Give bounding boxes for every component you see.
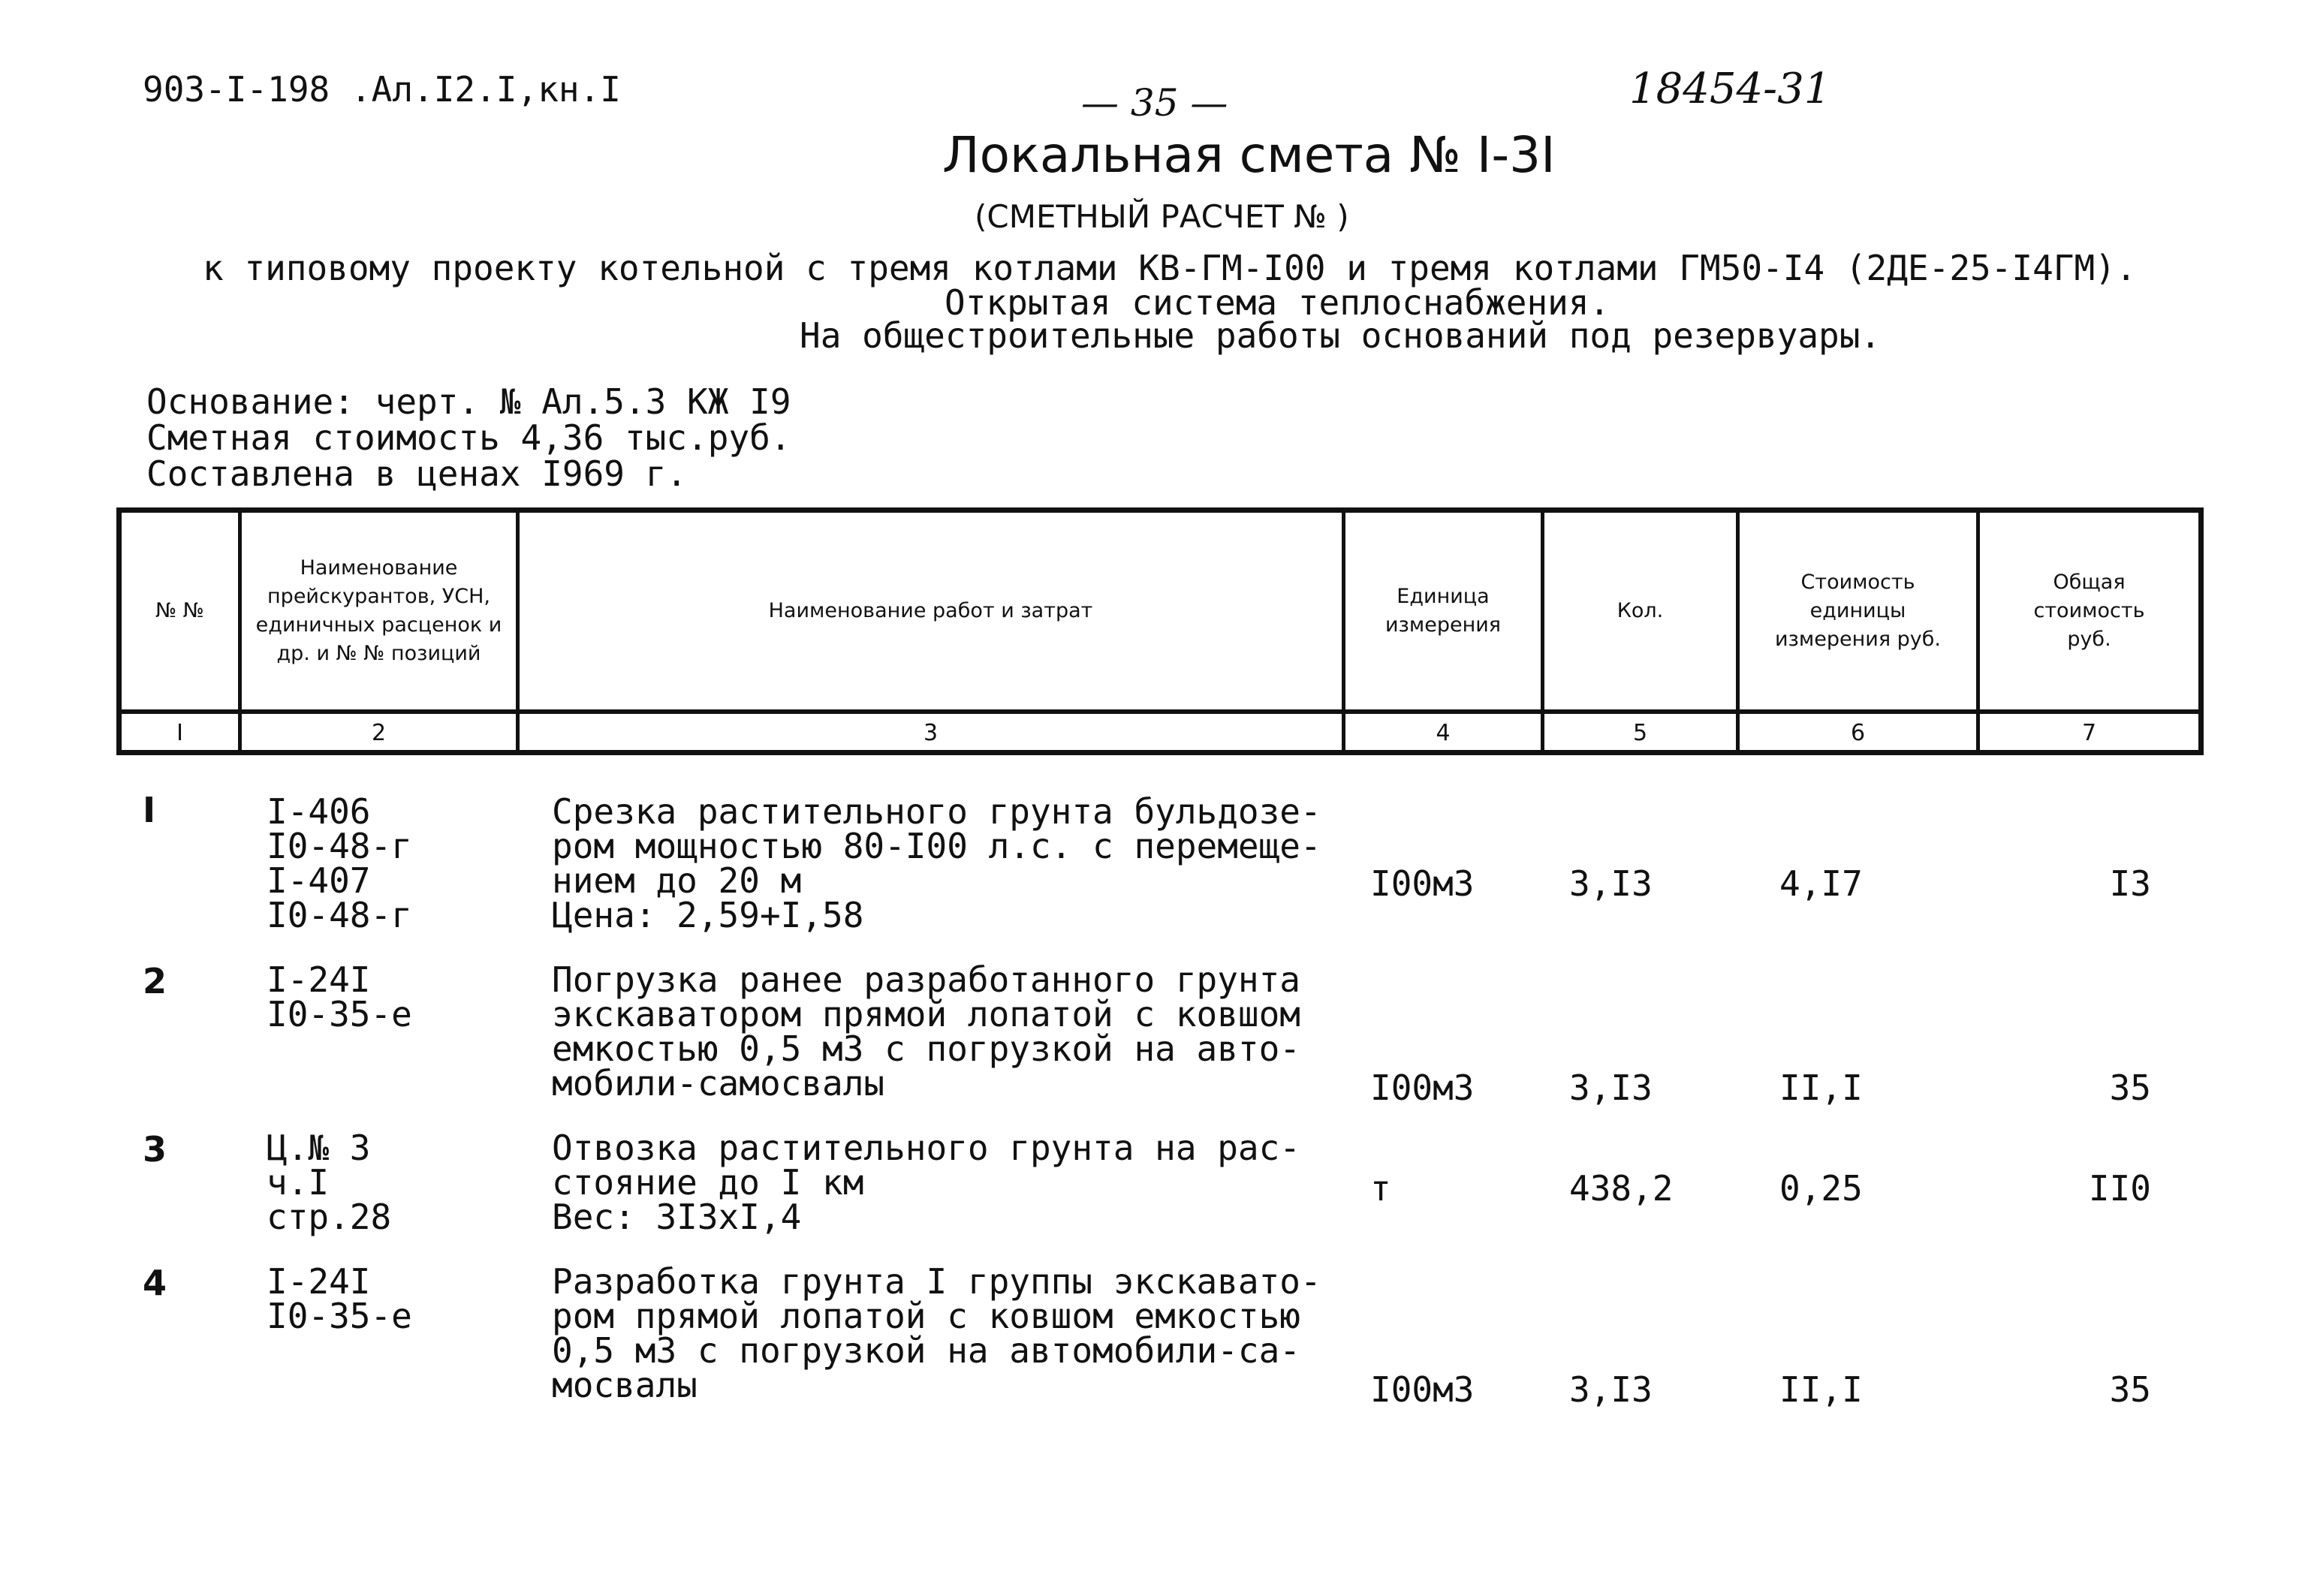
row-unit: I00м3 [1370,1068,1475,1108]
row-number: 3 [143,1129,167,1170]
row-description: Разработка грунта I группы экскавато- ром прямой лопатой с ковшом емкостью 0,5 м3 с погрузкой на автомобили-са- мосвалы [552,1261,1321,1405]
page-title: Локальная смета № I-3I [942,126,1556,184]
basis-prices: Составлена в ценах I969 г. [146,453,688,494]
row-description: Погрузка ранее разработанного грунта экскаватором прямой лопатой с ковшом емкостью 0,5 м3 с погрузкой на авто- мобили-самосвалы [552,959,1300,1104]
row-total: 35 [2109,1068,2151,1108]
col-number: 6 [1850,719,1866,746]
row-unit-cost: II,I [1779,1068,1863,1108]
calc-subtitle: (СМЕТНЫЙ РАСЧЕТ № ) [975,198,1349,235]
basis-drawing: Основание: черт. № Ал.5.3 КЖ I9 [146,381,791,422]
col-header-num: № № [155,599,204,622]
col-number: I [176,719,183,746]
row-unit: I00м3 [1370,1369,1475,1410]
row-unit: I00м3 [1370,863,1475,904]
row-quantity: 438,2 [1569,1168,1674,1209]
row-unit-cost: II,I [1779,1369,1863,1410]
basis-cost: Сметная стоимость 4,36 тыс.руб. [146,417,791,458]
row-quantity: 3,I3 [1569,863,1653,904]
row-unit-cost: 4,I7 [1779,863,1863,904]
row-codes: I-24I I0-35-е [267,1261,412,1336]
row-total: I3 [2109,863,2151,904]
document-code: 903-I-198 .Ал.I2.I,кн.I [143,69,621,110]
row-codes: I-406 I0-48-г I-407 I0-48-г [267,791,412,935]
row-total: II0 [2088,1168,2151,1209]
col-header-unit-cost: Стоимость единицы измерения руб. [1774,571,1941,651]
system-line: Открытая система теплоснабжения. [945,282,1610,323]
col-number: 4 [1436,719,1451,746]
col-number: 5 [1632,719,1648,746]
row-description: Срезка растительного грунта бульдозе- ром мощностью 80-I00 л.с. с перемеще- нием до 20 м Цена: 2,59+I,58 [552,791,1321,935]
col-number: 7 [2081,719,2097,746]
row-description: Отвозка растительного грунта на рас- стояние до I км Вес: 3I3хI,4 [552,1128,1300,1237]
project-line: к типовому проекту котельной с тремя котлами КВ-ГМ-I00 и тремя котлами ГМ50-I4 (2ДЕ-25-I4ГМ). [203,248,2137,288]
row-codes: Ц.№ 3 ч.I стр.28 [267,1128,392,1237]
row-codes: I-24I I0-35-е [267,959,412,1034]
row-unit: т [1370,1168,1391,1209]
col-header-works: Наименование работ и затрат [768,599,1093,622]
reference-number: 18454-31 [1629,65,1831,113]
row-unit-cost: 0,25 [1779,1168,1863,1209]
page-number: — 35 — [1081,81,1228,125]
row-quantity: 3,I3 [1569,1369,1653,1410]
col-header-unit: Единица измерения [1385,585,1502,637]
row-number: 2 [143,961,167,1001]
row-number: I [143,790,156,830]
col-header-total: Общая стоимость руб. [2033,571,2145,651]
estimate-table-header [116,507,2204,755]
col-header-pricelist: Наименование прейскурантов, УСН, единичных расценок и др. и № № позиций [255,556,502,665]
col-number: 3 [923,719,939,746]
col-number: 2 [371,719,387,746]
row-number: 4 [143,1263,167,1303]
row-quantity: 3,I3 [1569,1068,1653,1108]
col-header-qty: Кол. [1617,599,1664,622]
row-total: 35 [2109,1369,2151,1410]
works-line: На общестроительные работы оснований под резервуары. [800,315,1882,356]
